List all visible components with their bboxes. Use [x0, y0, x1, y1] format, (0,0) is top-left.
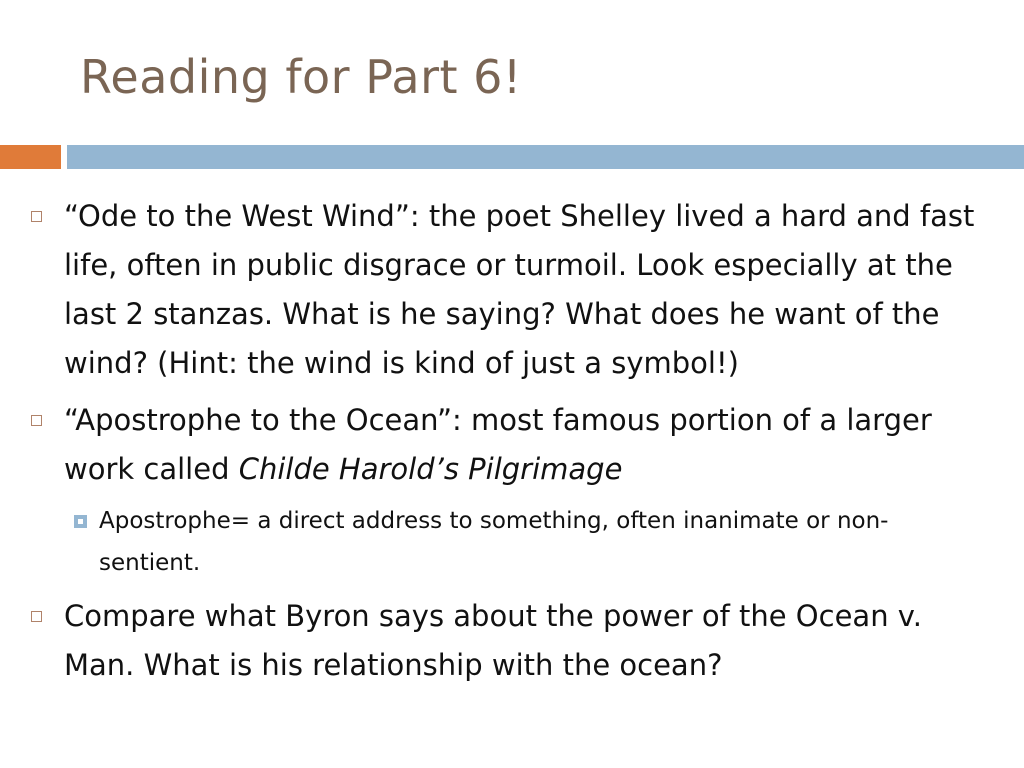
bullet-item-byron-compare [28, 592, 988, 690]
slide-title: Reading for Part 6! [80, 50, 522, 104]
bullet-item-apostrophe-ocean [28, 396, 988, 494]
accent-bar-blue [67, 145, 1024, 169]
bullet-text-italic-title: Childe Harold’s Pilgrimage [238, 452, 623, 486]
bullet-text: “Ode to the West Wind”: the poet Shelley lived a hard and fast life, often in public disgrace or turmoil. Look especially at the last 2 stanzas. What is he saying? What does he want of the wind? (Hint: the wind is kind of just a symbol!) [64, 199, 975, 380]
bullet-text: “Apostrophe to the Ocean”: most famous portion of a larger work called [64, 403, 932, 486]
sub-bullet-text: Apostrophe= a direct address to something, often inanimate or non-sentient. [99, 508, 889, 576]
sub-bullet-item-apostrophe-definition [28, 500, 988, 584]
square-bullet-icon [31, 611, 42, 622]
filled-square-bullet-icon [74, 515, 87, 528]
square-bullet-icon [31, 211, 42, 222]
accent-bar-orange [0, 145, 61, 169]
bullet-list [28, 192, 988, 698]
bullet-text: Compare what Byron says about the power of the Ocean v. Man. What is his relationship with the ocean? [64, 599, 922, 682]
bullet-item-ode-west-wind [28, 192, 988, 388]
square-bullet-icon [31, 415, 42, 426]
